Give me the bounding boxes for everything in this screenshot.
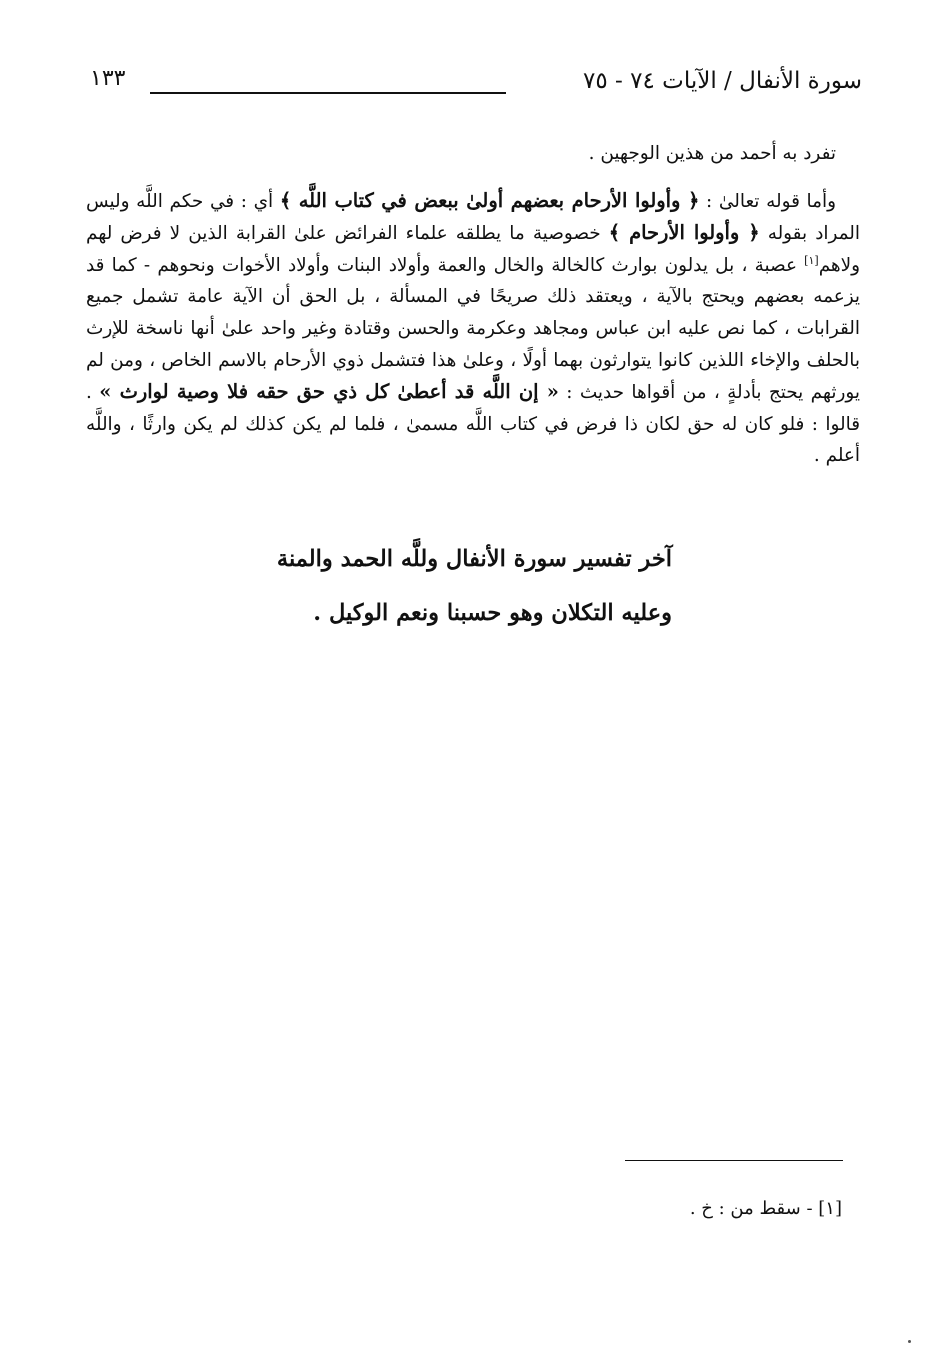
paragraph-2-text-4: . قالوا : فلو كان له حق لكان ذا فرض في كتاب اللَّه مسمىٰ ، فلما لم يكن كذلك لم يكن وارثًا ، واللَّه أعلم . [86, 382, 860, 467]
paragraph-2-text-1: أي : في حكم اللَّه وليس المراد بقوله [86, 190, 860, 245]
footnote: [١] - سقط من : خ . [689, 1198, 842, 1219]
footnote-marker: [١] [804, 253, 819, 267]
quran-quote-2: ﴿ وأولوا الأرحام ﴾ [608, 221, 760, 245]
closing-line-1: آخر تفسير سورة الأنفال وللَّه الحمد والمنة [276, 546, 672, 572]
scan-speck [908, 1340, 911, 1343]
footnote-rule [625, 1160, 843, 1161]
header-rule [150, 92, 506, 94]
closing-line-2: وعليه التكلان وهو حسبنا ونعم الوكيل . [313, 600, 672, 626]
paragraph-2 [86, 185, 860, 472]
paragraph-2-text-3: عصبة ، بل يدلون بوارث كالخالة والخال والعمة وأولاد البنات وأولاد الأخوات ونحوهم - كما قد يزعمه بعضهم ويحتج بالآية ، ويعتقد ذلك صريحًا في المسألة ، بل الحق أن الآية عامة تشمل جميع القرابات ، كما نص عليه ابن عباس ومجاهد وعكرمة والحسن وقتادة وغير واحد علىٰ أنها ناسخة للإرث بالحلف والإخاء اللذين كانوا يتوارثون بهما أولًا ، وعلىٰ هذا فتشمل ذوي الأرحام بالاسم الخاص ، ومن لم يورثهم يحتج بأدلةٍ ، من أقواها حديث : [86, 254, 860, 404]
paragraph-2-intro: وأما قوله تعالىٰ : [699, 190, 836, 212]
quran-quote-1: ﴿ وأولوا الأرحام بعضهم أولىٰ ببعض في كتاب اللَّه ﴾ [279, 188, 700, 212]
hadith-quote: « إن اللَّه قد أعطىٰ كل ذي حق حقه فلا وصية لوارث » [99, 380, 559, 404]
paragraph-2-text-2: خصوصية ما يطلقه علماء الفرائض علىٰ القرابة الذين لا فرض لهم ولاهم [86, 223, 860, 276]
running-header-title: سورة الأنفال / الآيات ٧٤ - ٧٥ [583, 68, 862, 94]
paragraph-1: تفرد به أحمد من هذين الوجهين . [588, 143, 836, 164]
main-text [86, 138, 860, 472]
page-number: ١٣٣ [90, 66, 126, 91]
